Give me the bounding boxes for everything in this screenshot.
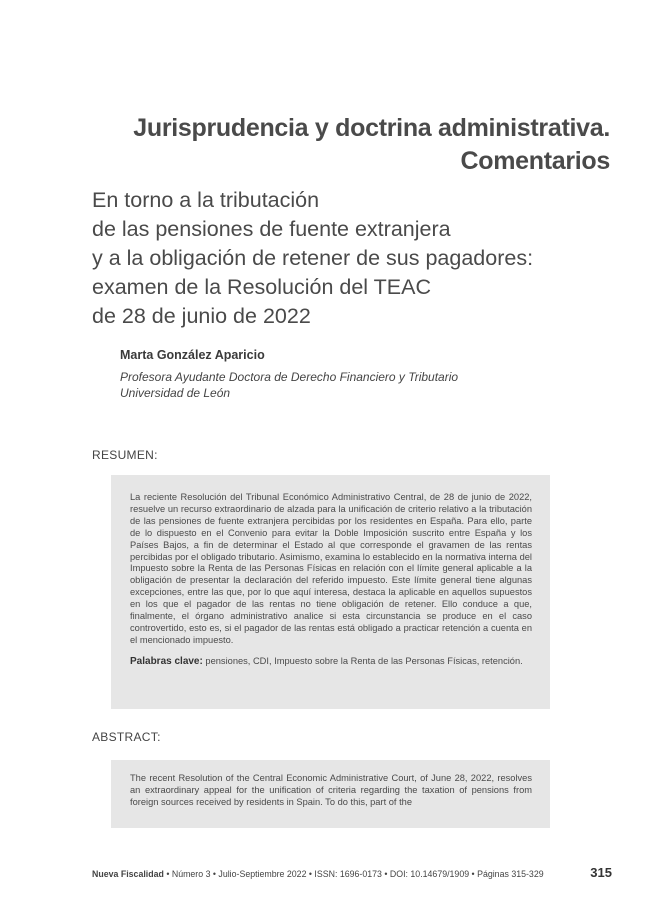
section-title [50, 112, 610, 178]
keywords-text: pensiones, CDI, Impuesto sobre la Renta de las Personas Físicas, retención. [205, 655, 523, 666]
author-affiliation [120, 369, 560, 401]
page-number: 315 [590, 865, 612, 880]
abstract-label: ABSTRACT: [92, 730, 161, 744]
author-name: Marta González Aparicio [120, 348, 265, 362]
section-title-line-1: Jurisprudencia y doctrina administrativa. [133, 114, 610, 142]
affiliation-line-1: Profesora Ayudante Doctora de Derecho Financiero y Tributario [120, 370, 459, 384]
section-title-line-2: Comentarios [460, 147, 610, 175]
article-title-line-4: examen de la Resolución del TEAC [92, 275, 432, 299]
keywords-label: Palabras clave: [130, 655, 203, 667]
affiliation-line-2: Universidad de León [120, 386, 231, 400]
abstract-box [111, 760, 550, 828]
page-footer [92, 869, 612, 879]
article-title [92, 186, 612, 331]
article-title-line-5: de 28 de junio de 2022 [92, 304, 311, 328]
article-title-line-1: En torno a la tributación [92, 188, 320, 212]
article-title-line-2: de las pensiones de fuente extranjera [92, 217, 451, 241]
resumen-label: RESUMEN: [92, 448, 158, 462]
resumen-box [111, 475, 550, 709]
resumen-text: La reciente Resolución del Tribunal Económico Administrativo Central, de 28 de junio de 2022, resuelve un recurso extraordinario de alzada para la unificación de criterio relativo a la tributación de las pensiones de fuente extranjera percibidas por los residentes en España. Para ello, parte de lo dispuesto en el Convenio para evitar la Doble Imposición suscrito entre España y los Países Bajos, a fin de determinar el Estado al que corresponde el gravamen de las rentas percibidas por el obligado tributario. Asimismo, examina lo establecido en la normativa interna del Impuesto sobre la Renta de las Personas Físicas en relación con el límite general aplicable a la obligación de presentar la declaración del referido impuesto. Este límite general tiene algunas excepciones, entre las que, por lo que aquí interesa, destaca la aplicable en aquellos supuestos en los que el pagador de las rentas no tiene obligación de retener. Ello conduce a que, finalmente, el órgano administrativo analice si esta circunstancia se produce en el caso controvertido, esto es, si el pagador de las rentas está obligado a practicar retención a cuenta en el mencionado impuesto. [130, 492, 532, 645]
journal-details: • Número 3 • Julio-Septiembre 2022 • ISSN: 1696-0173 • DOI: 10.14679/1909 • Páginas 315-329 [163, 869, 544, 879]
keywords [130, 656, 532, 668]
article-title-line-3: y a la obligación de retener de sus pagadores: [92, 246, 534, 270]
journal-name: Nueva Fiscalidad [92, 869, 164, 879]
abstract-text: The recent Resolution of the Central Economic Administrative Court, of June 28, 2022, resolves an extraordinary appeal for the unification of criteria regarding the taxation of pensions from foreign sources received by residents in Spain. To do this, part of the [130, 773, 532, 807]
